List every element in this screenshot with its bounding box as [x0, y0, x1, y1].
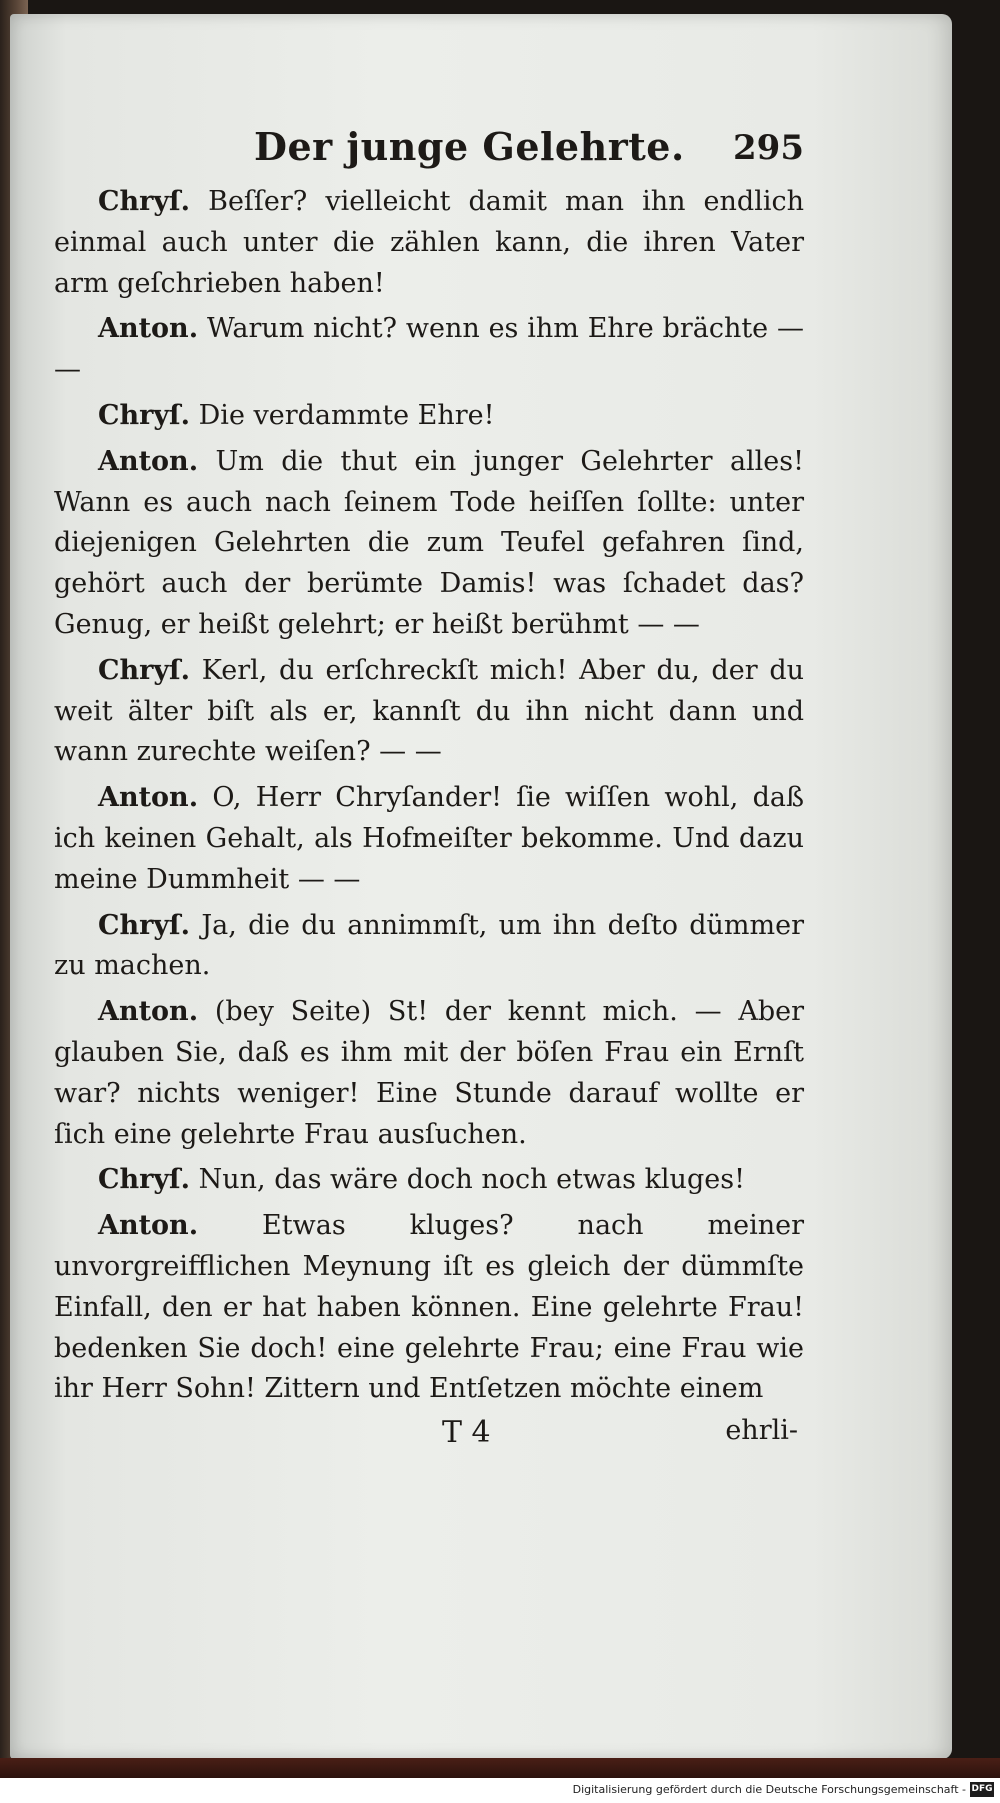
dialogue-text: Warum nicht? wenn es ihm Ehre brächte — —: [54, 313, 804, 386]
page-sheet: [10, 14, 952, 1759]
dialogue-paragraph: [54, 1206, 804, 1410]
dialogue-text: Etwas kluges? nach meiner unvorgreifflichen Meynung iſt es gleich der dümmſte Einfall, den er hat haben können. Eine gelehrte Frau! bedenken Sie doch! eine gelehrte Frau; eine Frau wie ihr Herr Sohn! Zittern und Entſetzen möchte einem: [54, 1210, 804, 1405]
dialogue-paragraph: [54, 906, 804, 988]
speaker-name: Chryſ.: [98, 654, 191, 686]
dialogue-text: Ja, die du annimmſt, um ihn deſto dümmer zu machen.: [54, 909, 804, 982]
speaker-name: Chryſ.: [98, 186, 191, 217]
dialogue-paragraph: [54, 182, 804, 304]
speaker-name: Chryſ.: [98, 399, 191, 431]
speaker-name: Anton.: [98, 313, 199, 345]
speaker-name: Anton.: [98, 445, 199, 477]
dialogue-text: (bey Seite) St! der kennt mich. — Aber glauben Sie, daß es ihm mit der böſen Frau ein Ernſt war? nichts weniger! Eine Stunde darauf wollte er ſich eine gelehrte Frau ausſuchen.: [54, 996, 804, 1150]
dialogue-paragraph: [54, 442, 804, 646]
dialogue-text: Kerl, du erſchreckſt mich! Aber du, der du weit älter biſt als er, kannſt du ihn nicht dann und wann zurechte weiſen? — —: [54, 654, 804, 768]
catchword: ehrli-: [725, 1415, 798, 1447]
dialogue-paragraph: [54, 396, 804, 437]
page-foot-line: [54, 1415, 804, 1459]
speaker-name: Anton.: [98, 996, 199, 1028]
dialogue-paragraph: [54, 778, 804, 900]
page-number: 295: [733, 128, 804, 168]
dialogue-paragraph: [54, 992, 804, 1155]
digitization-credit: Digitalisierung gefördert durch die Deutsche Forschungsgemeinschaft -: [572, 1783, 966, 1796]
page-text-block: [54, 122, 804, 1459]
speaker-name: Anton.: [98, 1210, 199, 1242]
dialogue-paragraph: [54, 1160, 804, 1201]
digitization-footer: [0, 1778, 1000, 1803]
dialogue-paragraph: [54, 309, 804, 391]
speaker-name: Chryſ.: [98, 909, 191, 941]
book-cover-edge: [0, 1758, 1000, 1778]
dialogue-text: Beſſer? vielleicht damit man ihn endlich einmal auch unter die zählen kann, die ihren Vater arm geſchrieben haben!: [54, 186, 804, 299]
dfg-logo: DFG: [970, 1782, 994, 1797]
dialogue-paragraph: [54, 651, 804, 773]
running-head: [54, 122, 804, 182]
running-title: Der junge Gelehrte.: [254, 124, 685, 169]
dialogue-text: Um die thut ein junger Gelehrter alles! Wann es auch nach ſeinem Tode heiſſen ſollte: unter diejenigen Gelehrten die zum Teufel gefahren ſind, gehört auch der berümte Damis! was ſchadet das? Genug, er heißt gelehrt; er heißt berühmt — —: [54, 445, 804, 640]
dialogue-text: Nun, das wäre doch noch etwas kluges!: [198, 1164, 745, 1196]
speaker-name: Chryſ.: [98, 1164, 191, 1196]
dialogue-text: Die verdammte Ehre!: [198, 399, 495, 431]
dialogue-text: O, Herr Chryſander! ſie wiſſen wohl, daß ich keinen Gehalt, als Hofmeiſter bekomme. Und dazu meine Dummheit — —: [54, 782, 804, 895]
speaker-name: Anton.: [98, 782, 199, 814]
signature-mark: T 4: [442, 1415, 491, 1451]
